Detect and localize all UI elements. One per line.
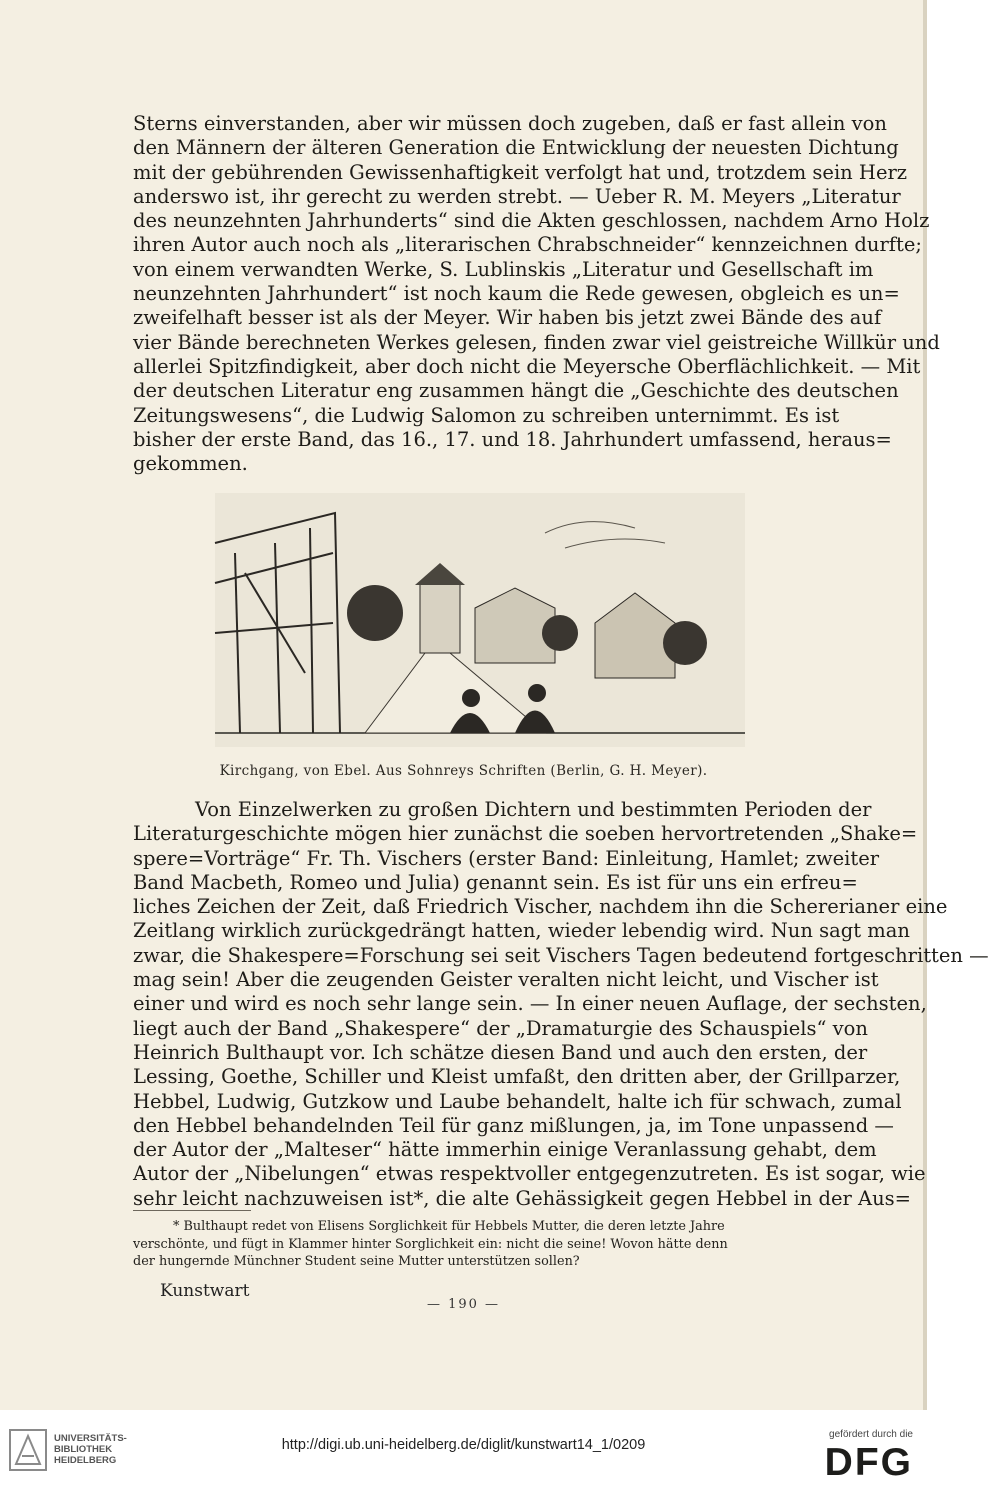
text-line: einer und wird es noch sehr lange sein. — In einer neuen Auflage, der sechsten, — [133, 992, 927, 1016]
paragraph-1 — [133, 112, 940, 476]
paragraph-2 — [133, 798, 989, 1211]
footnote-divider — [133, 1210, 251, 1211]
text-line: bisher der erste Band, das 16., 17. und 18. Jahrhundert umfassend, heraus= — [133, 427, 892, 451]
text-line: liches Zeichen der Zeit, daß Friedrich Vischer, nachdem ihn die Schererianer eine — [133, 895, 948, 919]
text-line: Von Einzelwerken zu großen Dichtern und bestimmten Perioden der — [195, 798, 872, 821]
funding-note: gefördert durch die — [829, 1429, 913, 1440]
library-name-line: HEIDELBERG — [54, 1455, 117, 1466]
text-line: neunzehnten Jahrhundert“ ist noch kaum die Rede gewesen, obgleich es un= — [133, 282, 900, 306]
text-line: spere=Vorträge“ Fr. Th. Vischers (erster Band: Einleitung, Hamlet; zweiter — [133, 846, 880, 870]
engraving-illustration — [215, 493, 745, 747]
text-line: Zeitungswesens“, die Ludwig Salomon zu schreiben unternimmt. Es ist — [133, 403, 840, 427]
text-line: den Männern der älteren Generation die Entwicklung der neuesten Dichtung — [133, 136, 899, 160]
permalink[interactable]: http://digi.ub.uni-heidelberg.de/diglit/kunstwart14_1/0209 — [281, 1437, 646, 1453]
footnote-line: * Bulthaupt redet von Elisens Sorglichkeit für Hebbels Mutter, die deren letzte Jahre — [173, 1219, 725, 1234]
text-line: zweifelhaft besser ist als der Meyer. Wir haben bis jetzt zwei Bände des auf — [133, 306, 882, 330]
text-line: sehr leicht nachzuweisen ist*, die alte Gehässigkeit gegen Hebbel in der Aus= — [133, 1186, 912, 1210]
text-line: Autor der „Nibelungen“ etwas respektvoller entgegenzutreten. Es ist sogar, wie — [133, 1162, 926, 1186]
text-line: von einem verwandten Werke, S. Lublinskis „Literatur und Gesellschaft im — [133, 257, 874, 281]
text-line: anderswo ist, ihr gerecht zu werden strebt. — Ueber R. M. Meyers „Literatur — [133, 184, 901, 208]
text-line: mit der gebührenden Gewissenhaftigkeit verfolgt hat und, trotzdem sein Herz — [133, 160, 908, 184]
text-line: Heinrich Bulthaupt vor. Ich schätze diesen Band und auch den ersten, der — [133, 1040, 868, 1064]
text-line: mag sein! Aber die zeugenden Geister veralten nicht leicht, und Vischer ist — [133, 968, 879, 992]
text-line: ihren Autor auch noch als „literarischen Chrabschneider“ kennzeichnen durfte; — [133, 233, 922, 257]
text-line: des neunzehnten Jahrhunderts“ sind die Akten geschlossen, nachdem Arno Holz — [133, 209, 930, 233]
library-name-line: UNIVERSITÄTS- — [54, 1433, 127, 1444]
text-line: den Hebbel behandelnden Teil für ganz mißlungen, ja, im Tone unpassend — — [133, 1113, 894, 1137]
text-line: allerlei Spitzfindigkeit, aber doch nicht die Meyersche Oberflächlichkeit. — Mit — [133, 354, 921, 378]
library-name-line: BIBLIOTHEK — [54, 1444, 113, 1455]
text-line: der Autor der „Malteser“ hätte immerhin einige Veranlassung gehabt, dem — [133, 1138, 877, 1162]
text-line: Hebbel, Ludwig, Gutzkow und Laube behandelt, halte ich für schwach, zumal — [133, 1089, 902, 1113]
footnote — [133, 1218, 809, 1271]
footnote-line: der hungernde Münchner Student seine Mutter unterstützen sollen? — [133, 1254, 580, 1270]
figure-caption: Kirchgang, von Ebel. Aus Sohnreys Schriften (Berlin, G. H. Meyer). — [219, 763, 708, 779]
text-line: zwar, die Shakespere=Forschung sei seit Vischers Tagen bedeutend fortgeschritten — — [133, 943, 989, 967]
footnote-line: verschönte, und fügt in Klammer hinter Sorglichkeit ein: nicht die seine! Wovon hätte denn — [133, 1236, 728, 1252]
page-number: — 190 — — [426, 1297, 501, 1312]
text-line: Zeitlang wirklich zurückgedrängt hatten, wieder lebendig wird. Nun sagt man — [133, 919, 910, 943]
text-line: gekommen. — [133, 452, 248, 476]
text-line: Literaturgeschichte mögen hier zunächst die soeben hervortretenden „Shake= — [133, 822, 918, 846]
dfg-logo: DFG — [824, 1441, 913, 1484]
text-line: liegt auch der Band „Shakespere“ der „Dramaturgie des Schauspiels“ von — [133, 1016, 868, 1040]
text-line: Sterns einverstanden, aber wir müssen doch zugeben, daß er fast allein von — [133, 112, 887, 135]
journal-mark: Kunstwart — [160, 1281, 250, 1301]
text-line: Band Macbeth, Romeo und Julia) genannt sein. Es ist für uns ein erfreu= — [133, 870, 858, 894]
text-line: der deutschen Literatur eng zusammen hängt die „Geschichte des deutschen — [133, 379, 899, 403]
text-line: Lessing, Goethe, Schiller und Kleist umfaßt, den dritten aber, der Grillparzer, — [133, 1065, 901, 1089]
text-line: vier Bände berechneten Werkes gelesen, finden zwar viel geistreiche Willkür und — [133, 330, 940, 354]
